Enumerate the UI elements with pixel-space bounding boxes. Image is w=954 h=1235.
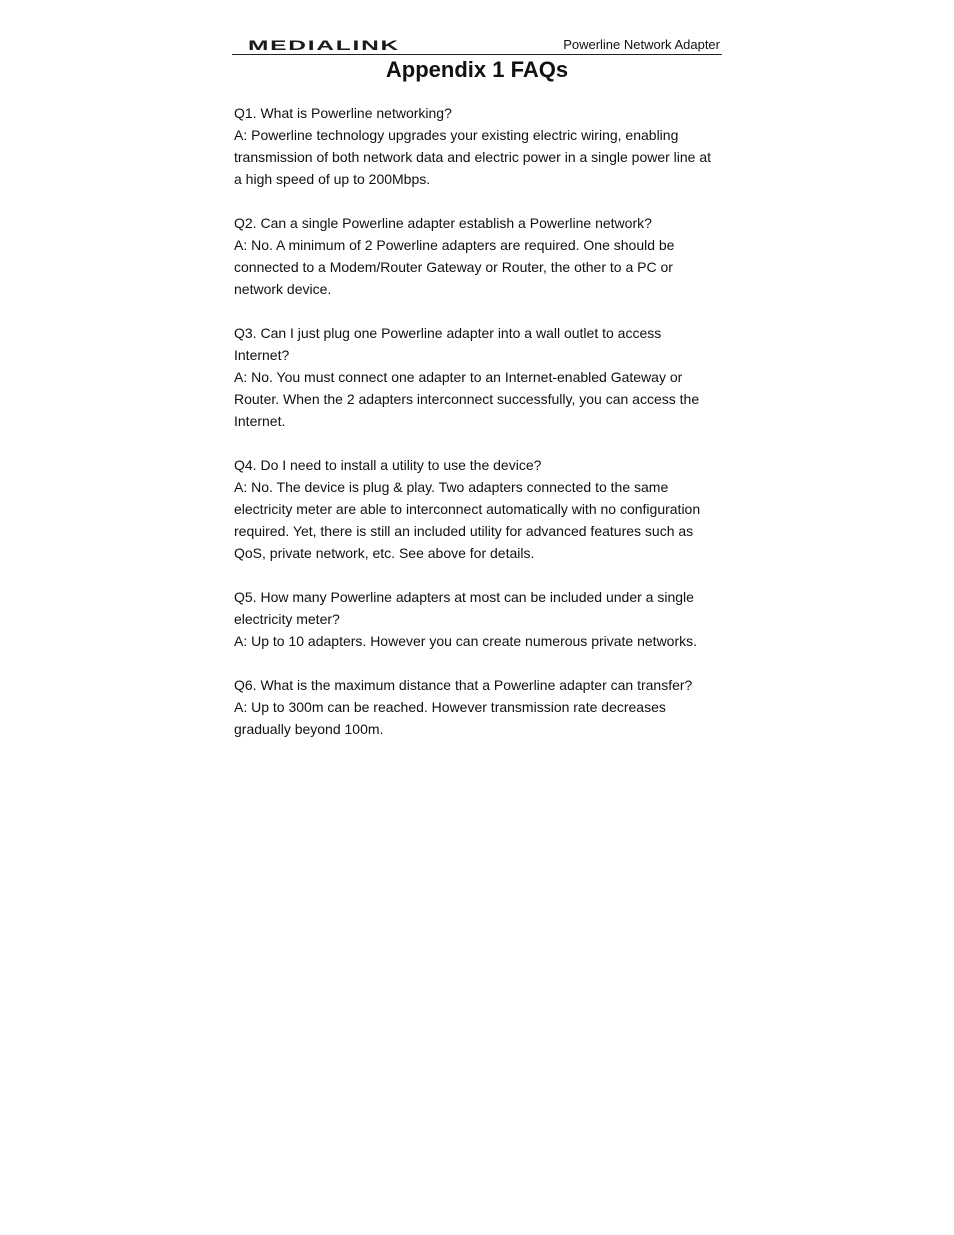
page-header xyxy=(232,34,722,55)
faq-answer: A: Up to 10 adapters. However you can create numerous private networks. xyxy=(234,633,698,649)
faq-item xyxy=(234,102,720,190)
faq-item xyxy=(234,212,720,300)
medialink-logo xyxy=(248,38,400,52)
faq-item xyxy=(234,322,720,432)
page-title: Appendix 1 FAQs xyxy=(385,57,569,82)
faq-answer: A: Powerline technology upgrades your existing electric wiring, enabling transmission of both network data and electric power in a single power line at a high speed of up to 200Mbps. xyxy=(234,127,712,187)
faq-answer: A: No. The device is plug & play. Two adapters connected to the same electricity meter are able to interconnect automatically with no configuration required. Yet, there is still an included utility for advanced features such as QoS, private network, etc. See above for details. xyxy=(234,479,701,561)
faq-question: Q1. What is Powerline networking? xyxy=(234,105,452,121)
faq-question: Q6. What is the maximum distance that a Powerline adapter can transfer? xyxy=(234,677,693,693)
logo-text: MEDIALINK xyxy=(248,38,400,52)
faq-question: Q4. Do I need to install a utility to use the device? xyxy=(234,457,542,473)
faq-answer: A: No. A minimum of 2 Powerline adapters are required. One should be connected to a Modem/Router Gateway or Router, the other to a PC or network device. xyxy=(234,237,675,297)
faq-answer: A: No. You must connect one adapter to an Internet-enabled Gateway or Router. When the 2 adapters interconnect successfully, you can access the Internet. xyxy=(234,369,700,429)
faq-question: Q5. How many Powerline adapters at most can be included under a single electricity meter? xyxy=(234,589,694,627)
faq-item xyxy=(234,454,720,564)
faq-item xyxy=(234,674,720,740)
faq-item xyxy=(234,586,720,652)
faq-question: Q3. Can I just plug one Powerline adapter into a wall outlet to access Internet? xyxy=(234,325,662,363)
faq-list xyxy=(234,102,720,762)
header-product-name: Powerline Network Adapter xyxy=(563,37,720,52)
faq-answer: A: Up to 300m can be reached. However transmission rate decreases gradually beyond 100m. xyxy=(234,699,666,737)
faq-question: Q2. Can a single Powerline adapter establish a Powerline network? xyxy=(234,215,652,231)
